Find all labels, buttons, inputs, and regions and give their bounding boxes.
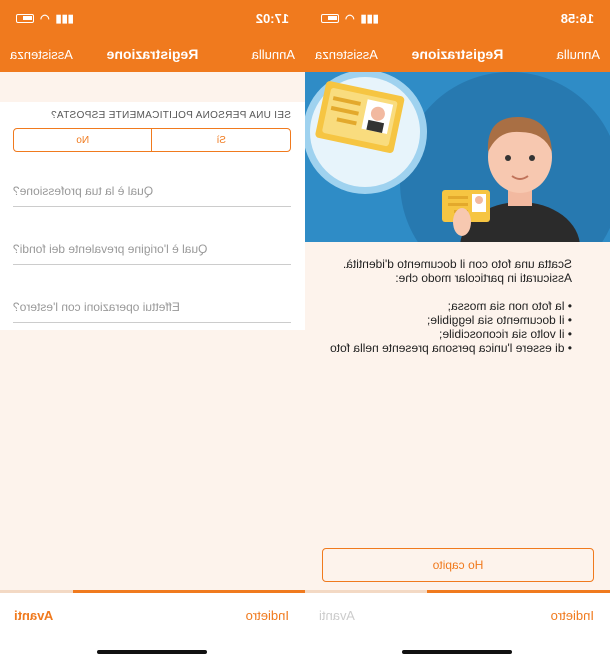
instruction-line-2: Assicurati in particolar modo che: [395, 271, 572, 285]
wifi-icon: ◠ [345, 12, 355, 25]
signal-icon: ▮▮▮ [360, 12, 379, 25]
pep-no-option[interactable]: No [14, 129, 153, 151]
status-time: 17:02 [255, 10, 289, 26]
nav-bar [305, 36, 610, 72]
home-indicator [402, 650, 512, 654]
status-icons [321, 12, 379, 25]
battery-icon [16, 14, 34, 23]
list-item: • la foto non sia mossa; [317, 299, 572, 313]
funds-origin-field[interactable]: Qual è l'origine prevalente dei fondi? [13, 242, 291, 265]
progress-fill [73, 590, 305, 593]
cancel-button[interactable]: Annulla [251, 46, 295, 62]
status-time: 16:58 [560, 10, 594, 26]
wifi-icon: ◠ [40, 12, 50, 25]
pep-yes-option[interactable]: Sì [216, 134, 226, 146]
footer-bar [305, 590, 610, 659]
pep-toggle [13, 128, 291, 152]
page-title: Registrazione [411, 46, 504, 62]
instruction-list [317, 299, 572, 355]
progress-fill [427, 590, 610, 593]
id-photo-illustration [305, 72, 610, 242]
progress-bar [305, 590, 610, 593]
foreign-operations-field[interactable]: Effettui operazioni con l'estero? [13, 300, 291, 323]
instructions [317, 257, 572, 355]
home-indicator [97, 650, 207, 654]
status-bar [305, 0, 610, 36]
instruction-line-1: Scatta una foto con il documento d'identità. [342, 257, 572, 271]
id-photo-screen [305, 0, 610, 659]
help-button[interactable]: Assistenza [10, 46, 73, 62]
status-bar [0, 0, 305, 36]
nav-bar [0, 36, 305, 72]
progress-bar [0, 590, 305, 593]
help-button[interactable]: Assistenza [315, 46, 378, 62]
cancel-button[interactable]: Annulla [556, 46, 600, 62]
back-button[interactable]: Indietro [550, 608, 594, 623]
signal-icon: ▮▮▮ [55, 12, 74, 25]
footer-bar [0, 590, 305, 659]
list-item: • di essere l'unica persona presente nella foto [317, 341, 572, 355]
list-item: • il documento sia leggibile; [317, 313, 572, 327]
next-button[interactable]: Avanti [14, 608, 54, 623]
person-holding-id-icon [305, 72, 610, 242]
battery-icon [321, 14, 339, 23]
page-title: Registrazione [106, 46, 199, 62]
status-icons [16, 12, 74, 25]
profession-field[interactable]: Qual è la tua professione? [13, 184, 291, 207]
next-button[interactable]: Avanti [319, 608, 355, 623]
list-item: • il volto sia riconoscibile; [317, 327, 572, 341]
pep-question: SEI UNA PERSONA POLITICAMENTE ESPOSTA? [50, 110, 291, 121]
got-it-button[interactable]: Ho capito [322, 548, 594, 582]
back-button[interactable]: Indietro [245, 608, 289, 623]
